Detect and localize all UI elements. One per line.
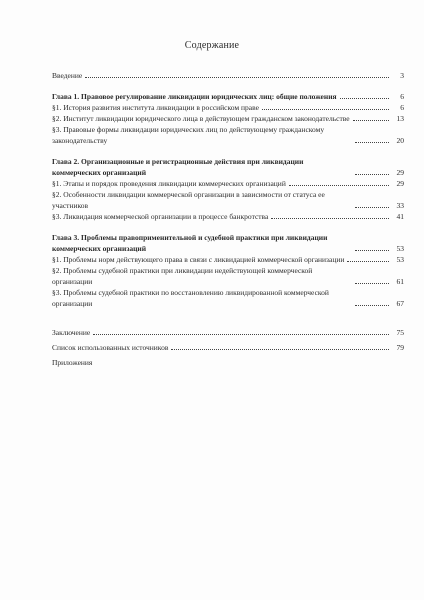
toc-chapter-label: Глава 2. Организационные и регистрационные действия при ликвидации коммерческих организаций <box>52 157 304 177</box>
toc-section-label: §3. Ликвидация коммерческой организации в процессе банкротства <box>52 212 269 221</box>
toc-entry-label: Список использованных источников <box>52 343 169 352</box>
toc-chapter-label: Глава 1. Правовое регулирование ликвидации юридических лиц: общие положения <box>52 92 337 101</box>
dot-leader <box>347 261 389 262</box>
dot-leader <box>340 98 389 99</box>
toc-entry-appendix <box>52 357 404 368</box>
toc-section-label: §3. Правовые формы ликвидации юридических лиц по действующему гражданскому законодательству <box>52 125 325 145</box>
dot-leader <box>355 283 389 284</box>
toc-chapter-label: Глава 3. Проблемы правоприменительной и судебной практики при ликвидации коммерческих организаций <box>52 233 328 253</box>
dot-leader <box>271 218 389 219</box>
dot-leader <box>355 250 389 251</box>
toc-page-number: 3 <box>400 71 404 80</box>
toc-chapter-2 <box>52 156 404 178</box>
dot-leader <box>355 174 389 175</box>
toc-page-number: 13 <box>396 114 404 123</box>
toc-page-number: 61 <box>396 277 404 286</box>
dot-leader <box>355 142 389 143</box>
toc-page-number: 53 <box>396 255 404 264</box>
dot-leader <box>85 77 389 78</box>
toc-page-number: 79 <box>396 343 404 352</box>
toc-section <box>52 254 404 265</box>
toc-section <box>52 189 404 211</box>
toc-page-number: 29 <box>396 179 404 188</box>
toc-section <box>52 113 404 124</box>
toc-page-number: 67 <box>396 299 404 308</box>
toc-entry-sources <box>52 342 404 353</box>
toc-section-label: §1. Проблемы норм действующего права в связи с ликвидацией коммерческой организации <box>52 255 345 264</box>
toc-section-label: §1. История развития института ликвидации в российском праве <box>52 103 259 112</box>
toc-page-number: 6 <box>400 92 404 101</box>
toc-section <box>52 178 404 189</box>
dot-leader <box>262 109 389 110</box>
toc-entry-conclusion <box>52 327 404 338</box>
toc-section <box>52 211 404 222</box>
toc-page-number: 29 <box>396 168 404 177</box>
toc-section <box>52 102 404 113</box>
toc-section-label: §2. Особенности ликвидации коммерческой организации в зависимости от статуса ее участников <box>52 190 325 210</box>
toc-chapter-3 <box>52 232 404 254</box>
toc-entry-label: Заключение <box>52 328 91 337</box>
toc-chapter-1 <box>52 91 404 102</box>
toc-section <box>52 287 404 309</box>
toc-section-label: §2. Проблемы судебной практики при ликвидации недействующей коммерческой организации <box>52 266 313 286</box>
dot-leader <box>355 305 389 306</box>
toc-section-label: §3. Проблемы судебной практики по восстановлению ликвидированной коммерческой организации <box>52 288 329 308</box>
toc-page-number: 41 <box>396 212 404 221</box>
toc-section <box>52 124 404 146</box>
toc-section-label: §2. Институт ликвидации юридического лица в действующем гражданском законодательстве <box>52 114 350 123</box>
toc-entry-intro <box>52 70 404 81</box>
toc-page-number: 75 <box>396 328 404 337</box>
dot-leader <box>93 334 389 335</box>
toc-page-number: 53 <box>396 244 404 253</box>
toc-page-number: 33 <box>396 201 404 210</box>
toc-entry-label: Приложения <box>52 358 93 367</box>
dot-leader <box>353 120 389 121</box>
toc-section-label: §1. Этапы и порядок проведения ликвидации коммерческих организаций <box>52 179 286 188</box>
toc-title: Содержание <box>184 40 240 51</box>
toc-section <box>52 265 404 287</box>
dot-leader <box>289 185 389 186</box>
dot-leader <box>355 207 389 208</box>
toc-page-number: 6 <box>400 103 404 112</box>
dot-leader <box>171 349 389 350</box>
toc-page-number: 20 <box>396 136 404 145</box>
toc-entry-label: Введение <box>52 71 83 80</box>
table-of-contents <box>52 70 404 368</box>
